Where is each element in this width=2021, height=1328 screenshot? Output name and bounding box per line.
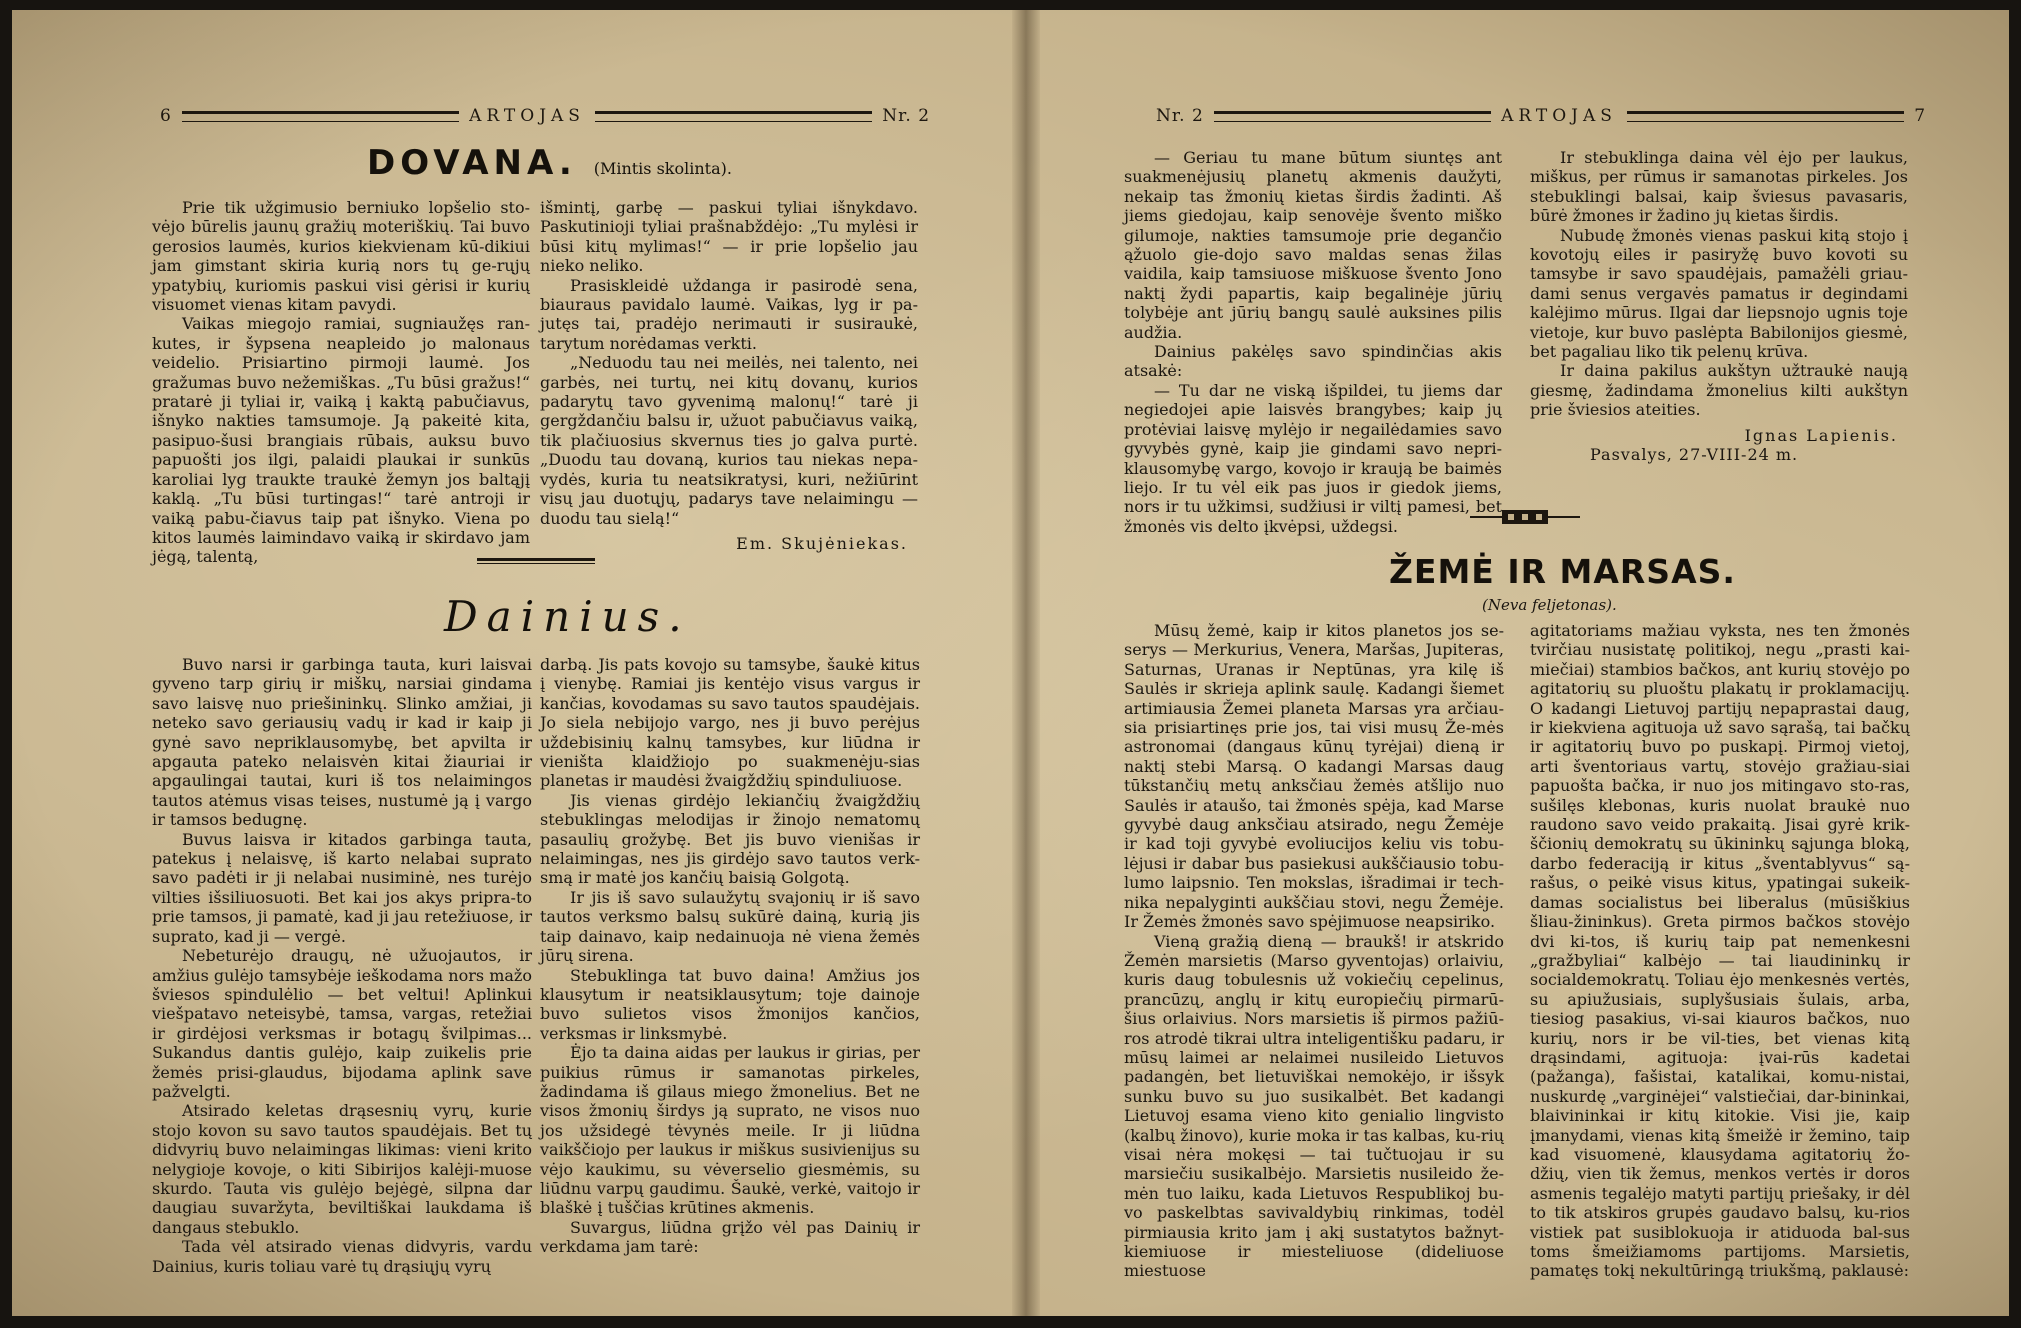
page-number-right: 7 — [1914, 106, 1927, 126]
issue-number-left: Nr. 2 — [882, 106, 931, 126]
paragraph: Prasiskleidė uždanga ir pasirodė sena, biauraus pavidalo laumė. Vaikas, lyg ir pa-jutęs tai, pradėjo nerimauti ir susiraukė, tarytum norėdamas verkti. — [540, 275, 918, 353]
header-title-right: ARTOJAS — [1501, 106, 1617, 126]
header-title-left: ARTOJAS — [469, 106, 585, 126]
paragraph: Ėjo ta daina aidas per laukus ir girias, per puikius rūmus ir samanotas pirkeles, žadindama iš gilaus miego žmonelius. Bet ne visos žmonių širdys ją suprato, ne visos nuo jos užsidegė tėvynės meile. Ir ji liūdna vaikščiojo per laukus ir miškus susivienijus su vėjo kaukimu, su vėverselio giesmėmis, su liūdnu varpų gaudimu. Šaukė, verkė, vaitojo ir blaškė į tuščias krūtines akmenis. — [540, 1043, 920, 1218]
dainius-title: Dainius. — [444, 592, 691, 641]
right-page — [1040, 10, 2009, 1316]
paragraph: Prie tik užgimusio berniuko lopšelio sto-vėjo būrelis jaunų gražių moteriškių. Tai buvo gerosios laumės, kurios kiekvienam kū-dikiui jam gimstant skiria kurią nors tų ge-rųjų ypatybių, kuriomis paskui visi gėrisi ir kurių visuomet vienas kitam pavydi. — [152, 198, 530, 315]
section-divider — [477, 558, 595, 564]
page-number-left: 6 — [160, 106, 172, 126]
dainius-cont-column-1 — [1124, 148, 1502, 536]
running-header-right — [1156, 103, 1926, 129]
dovana-column-2 — [540, 198, 918, 553]
paragraph: darbą. Jis pats kovojo su tamsybe, šaukė kitus į vienybę. Ramiai jis kentėjo visus vargus ir kančias, kovodamas su savo tautos spaudėjais. Jo siela nebijojo vargo, nes ji buvo perėjus uždebisinių kalnų tamsybes, kur liūdna ir vieništa klaidžiojo po suakmenėju-sias planetas ir maudėsi žvaigždžių spinduliuose. — [540, 655, 920, 791]
running-header-left — [160, 103, 930, 129]
paragraph: Mūsų žemė, kaip ir kitos planetos jos se-serys — Merkurius, Venera, Maršas, Jupiteras, Saturnas, Uranas ir Neptūnas, yra kilę iš Saulės ir skrieja aplink saulę. Kadangi šiemet artimiausia Žemei planeta Marsas yra arčiau-sia prisiartinęs prie jos, tai visi musų Že-mės astronomai (dangaus kūnų tyrėjai) dieną ir naktį stebi Marsą. O kadangi Marsas daug tūkstančių metų anksčiau žemės atšlijo nuo Saulės ir ataušo, tai žmonės spėja, kad Marse gyvybė daug anksčiau atsirado, negu Žemėje ir kad toji gyvybė evoliucijos keliu vis tobu-lėjusi ir dabar bus pasiekusi aukščiausio tobu-lumo laipsnio. Ten mokslas, išradimai ir tech-nika nepalyginti aukščiau stovi, negu Žemėje. Ir Žemės žmonės savo spėjimuose neapsiriko. — [1124, 621, 1504, 932]
paragraph: Ir daina pakilus aukštyn užtraukė naują giesmę, žadindama žmonelius kilti aukštyn prie šviesios ateities. — [1530, 361, 1908, 420]
dovana-column-1 — [152, 198, 530, 567]
dovana-heading — [367, 143, 732, 183]
zeme-subtitle: (Neva feljetonas). — [1482, 596, 1617, 614]
paragraph: Nubudę žmonės vienas paskui kitą stojo į kovotojų eiles ir pasiryžę buvo kovoti su tamsybe ir savo spaudėjais, pamažėli griau-dami senus vergavės pamatus ir degindami kalėjimo mūrus. Ilgai dar liepsnojo ugnis toje vietoje, kur buvo paslėpta Babilonijos giesmė, bet pagaliau liko tik pelenų krūva. — [1530, 225, 1908, 362]
dovana-subtitle: (Mintis skolinta). — [593, 159, 732, 178]
paragraph: Buvo narsi ir garbinga tauta, kuri laisvai gyveno tarp girių ir miškų, narsiai gindama savo laisvę nuo priešininkų. Slinko amžiai, ji neteko savo geriausių vadų ir kad ir kaip ji gynė savo nepriklausomybę, bet apvilta ir apgauta pateko nelaisvėn kitai žiauriai ir apgaulingai tautai, kuri iš tos nelaimingos tautos atėmus visas teises, nustumė ją į vargo ir tamsos bedugnę. — [152, 655, 532, 830]
paragraph: „Neduodu tau nei meilės, nei talento, nei garbės, nei turtų, nei kitų dovanų, kurios padarytų tavo gyvenimą malonų!“ tarė ji gergždančiu balsu ir, užuot pabučiavus vaiką, tik plačiuosius skvernus ties jo galva purtė. „Duodu tau dovaną, kurios tau niekas nepa-vydės, kuria tu neatsikratysi, kuri, nežiūrint visų jau duotųjų, padarys tave nelaimingu — duodu tau sielą!“ — [540, 353, 918, 528]
paragraph: — Tu dar ne viską išpildei, tu jiems dar negiedojei apie laisvės brangybes; kaip jų protėviai laisvę mylėjo ir negailėdamies savo gyvybės gynė, kaip jie gindami savo nepri-klausomybę vargo, kovojo ir kraują be baimės liejo. Ir tu vėl eik pas juos ir giedok jiems, nors ir tu užkimsi, sudžiusi ir viltį pamesi, bet žmonės vis delto įkvėpsi, uždegsi. — [1124, 380, 1502, 536]
zeme-column-1 — [1124, 621, 1504, 1281]
paragraph: agitatoriams mažiau vyksta, nes ten žmonės tvirčiau nusistatę politikoj, negu „prasti kai-miečiai) stambios bačkos, ant kurių stovėjo po agitatorių su pluoštu plakatų ir proklamacijų. O kadangi Lietuvoj partijų nepaprastai daug, ir kiekviena agituoja už savo sąrašą, tai bačkų ir agitatorių buvo po puskapį. Pirmoj vietoj, arti šventoriaus vartų, stovėjo gražiau-siai papuošta bačka, ir nuo jos mitingavo sto-ras, sušilęs klebonas, kuris nuolat braukė nuo raudono savo veido prakaitą. Jisai gyrė krik-ščionių demokratų su ūkininkų sąjunga bloką, darbo federaciją ir kitus „šventablyvus“ są-rašus, o peikė visus kitus, ypatingai sukeik-damas socialistus bei liberalus (mūsiškius šliau-žininkus). Greta pirmos bačkos stovėjo dvi ki-tos, iš kurių taip pat nemenkesni „gražbyliai“ kalbėjo — tai liaudininkų ir socialdemokratų. Toliau ėjo menkesnės vertės, su apiužusiais, suplyšusiais šulais, arba, tiesiog pasakius, vi-sai kiauros bačkos, nuo kurių, nors ir be vil-ties, bet vienas kitą drąsindami, agituoja: įvai-rūs kadetai (pažanga), fašistai, katalikai, komu-nistai, nuskurdę „varginėjei“ valstiečiai, dar-bininkai, blaivininkai ir kitų kitokie. Visi jie, kaip įmanydami, vienas kitą šmeižė ir žemino, taip kad visuomenė, klausydama agitatorių žo-džių, vien tik žemus, menkos vertės ir doros asmenis tegalėjo matyti partijų priešaky, ir dėl to tik atskiros grupės gaudavo balsų, ku-rios vistiek pat susiblokuoja ir atiduoda bal-sus toms šmeižiamoms partijoms. Marsietis, pamatęs tokį nekultūringą triukšmą, paklausė: — [1530, 621, 1910, 1281]
zeme-title: ŽEMĖ IR MARSAS. — [1389, 552, 1736, 591]
issue-number-right: Nr. 2 — [1156, 106, 1204, 126]
paragraph: Jis vienas girdėjo lekiančių žvaigždžių stebuklingas melodijas ir žinojo nematomų pasaulių grožybę. Bet jis buvo vienišas ir nelaimingas, nes jis girdėjo savo tautos verk-smą ir matė jos kančių baisią Golgotą. — [540, 790, 920, 888]
header-rule — [1214, 111, 1491, 122]
paragraph: Ir jis iš savo sulaužytų svajonių ir iš savo tautos verksmo balsų sukūrė dainą, kurią jis taip dainavo, kaip nedainuoja nė viena žemės jūrų sirena. — [540, 887, 920, 966]
paragraph: Atsirado keletas drąsesnių vyrų, kurie stojo kovon su savo tautos spaudėjais. Bet tų didvyrių buvo nelaimingas likimas: vieni krito nelygioje kovoje, o kiti Sibirijos kalėji-muose skurdo. Tauta vis gulėjo bejėgė, silpna dar daugiau suvaržyta, beviltiškai laukdama iš dangaus stebuklo. — [152, 1101, 532, 1237]
ornament-divider-icon — [1470, 506, 1580, 528]
dainius-column-2 — [540, 655, 920, 1257]
paragraph: Buvus laisva ir kitados garbinga tauta, patekus į nelaisvę, iš karto nelabai suprato savo padėti ir ji nelabai nusiminė, nes turėjo vilties išsiliuosuoti. Bet kai jos akys pripra-to prie tamsos, ji pamatė, kad ji jau retežiuose, ir suprato, kad ji — vergė. — [152, 829, 532, 946]
header-rule — [595, 111, 872, 122]
dainius-cont-column-2 — [1530, 148, 1908, 465]
paragraph: Ir stebuklinga daina vėl ėjo per laukus, miškus, per rūmus ir samanotas pirkeles. Jos stebuklingi balsai, kaip šviesus pavasaris, būrė žmones ir žadino jų kietas širdis. — [1530, 148, 1908, 226]
binding-gutter — [1012, 10, 1040, 1316]
dainius-column-1 — [152, 655, 532, 1276]
left-page — [12, 10, 1012, 1316]
dainius-author: Ignas Lapienis. — [1744, 425, 1898, 445]
paragraph: — Geriau tu mane būtum siuntęs ant suakmenėjusių planetų akmenis daužyti, nekaip tas žmonių kietas širdis žadinti. Aš jiems giedojau, kaip senovėje švento miško gilumoje, nakties tamsumoje prie degančio ąžuolo gie-dojo savo maldas senas žilas vaidila, kaip tamsiuose miškuose švento Jono naktį žydi papartis, kaip begalinėje jūrių tolybėje ant jūrių bangų saulė auksines pilis audžia. — [1124, 148, 1502, 342]
paragraph: Vaikas miegojo ramiai, sugniaužęs ran-kutes, ir šypsena neapleido jo malonaus veidelio. Prisiartino pirmoji laumė. Jos gražumas buvo nežemiškas. „Tu būsi gražus!“ pratarė ji tyliai ir, vaiką į kaktą pabučiavus, išnyko nakties tamsumoje. Ją pakeitė kita, pasipuo-šusi brangiais rūbais, auksu buvo papuošti jos ilgi, palaidi plaukai ir sunkūs karoliai lyg traukte traukė žemyn jos baltąjį kaklą. „Tu būsi turtingas!“ tarė antroji ir vaiką pabu-čiavus taip pat išnyko. Viena po kitos laumės laimindavo vaiką ir skirdavo jam jėgą, talentą, — [152, 314, 530, 567]
paragraph: išmintį, garbę — paskui tyliai išnykdavo. Paskutinioji tyliai prašnabždėjo: „Tu mylėsi ir būsi kitų mylimas!“ — ir prie lopšelio jau nieko neliko. — [540, 198, 918, 276]
dateline: Pasvalys, 27-VIII-24 m. — [1590, 445, 1799, 465]
paragraph: Tada vėl atsirado vienas didvyris, vardu Dainius, kuris toliau varė tų drąsiųjų vyrų — [152, 1237, 532, 1276]
dovana-title: DOVANA. — [367, 143, 577, 183]
paragraph: Stebuklinga tat buvo daina! Amžius jos klausytum ir neatsiklausytum; toje dainoje buvo sulietos visos žmonijos kančios, verksmas ir linksmybė. — [540, 965, 920, 1043]
newspaper-spread — [12, 10, 2009, 1316]
header-rule — [1627, 111, 1904, 122]
paragraph: Suvargus, liūdna grįžo vėl pas Dainių ir verkdama jam tarė: — [540, 1217, 920, 1257]
zeme-column-2 — [1530, 621, 1910, 1281]
header-rule — [182, 111, 459, 122]
paragraph: Vieną gražią dieną — braukš! ir atskrido Žemėn marsietis (Marso gyventojas) orlaiviu, kuris daug tobulesnis už vokiečių cepelinus, prancūzų, anglų ir kitų europiečių pirmarū-šius orlaivius. Nors marsietis iš pirmos pažiū-ros atrodė tikrai ultra inteligentišku padaru, ir mūsų laimei ar nelaimei nusileido Lietuvos padangėn, bet lietuviškai nemokėjo, ir išsyk sunku buvo su juo susikalbėt. Bet kadangi Lietuvoj esama vieno kito genialio lingvisto (kalbų žinovo), kurie moka ir tas kalbas, ku-rių visai nėra mokęsi — tai tučtuojau ir su marsiečiu susikalbėjo. Marsietis nusileido že-mėn tuo laiku, kada Lietuvos Respublikoj bu-vo paskelbtas savivaldybių rinkimas, todėl pirmiausia krito jam į akį sustatytos bažnyt-kiemiuose ir miesteliuose (dideliuose miestuose — [1124, 931, 1504, 1281]
paragraph: Nebeturėjo draugų, nė užuojautos, ir amžius gulėjo tamsybėje ieškodama nors mažo šviesos spindulėlio — bet veltui! Aplinkui viešpatavo neteisybė, tamsa, vargas, retežiai ir girdėjosi verksmas ir botagų švilpimas... Sukandus dantis gulėjo, kaip zuikelis prie žemės prisi-glaudus, bijodama aplink save pažvelgti. — [152, 946, 532, 1101]
paragraph: Dainius pakėlęs savo spindinčias akis atsakė: — [1124, 342, 1502, 381]
dovana-author: Em. Skujėniekas. — [736, 533, 908, 553]
